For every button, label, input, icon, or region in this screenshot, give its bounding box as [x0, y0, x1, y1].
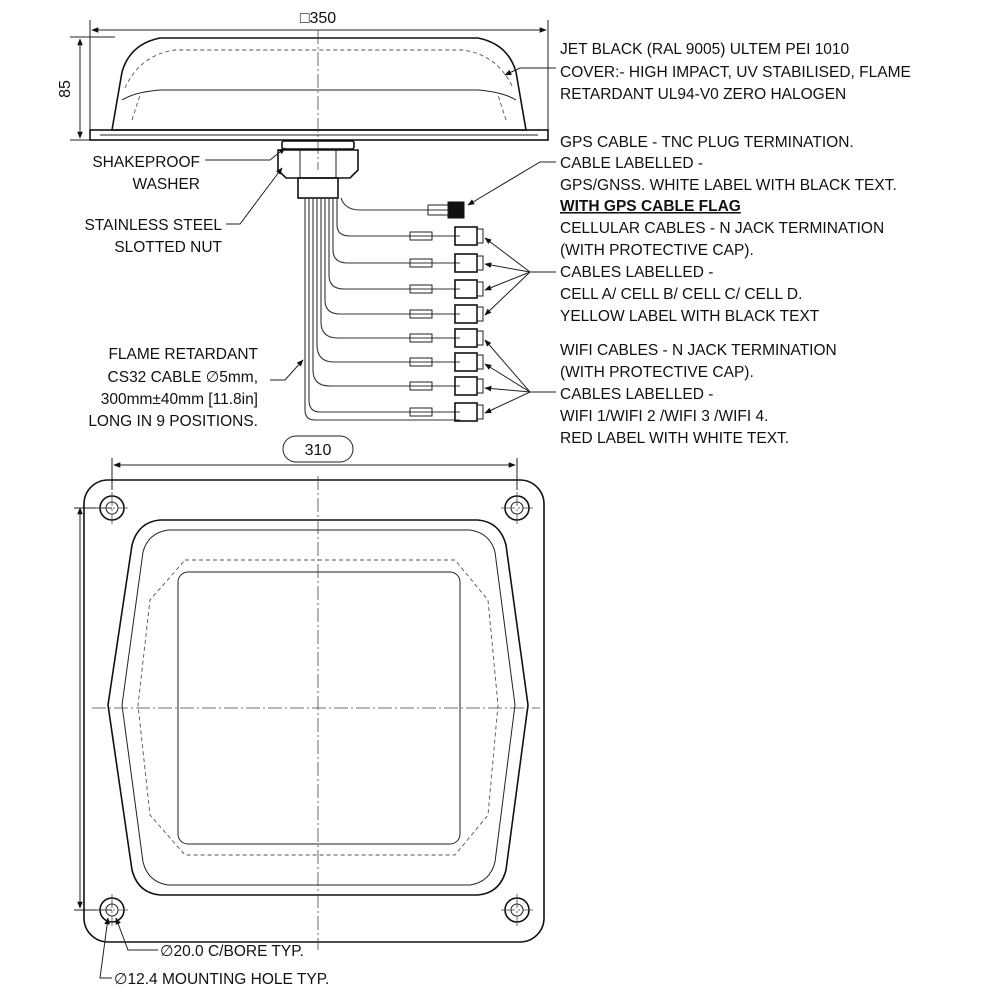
gps-text-4: WITH GPS CABLE FLAG — [560, 198, 741, 215]
cover-text-1: JET BLACK (RAL 9005) ULTEM PEI 1010 — [560, 41, 850, 58]
threaded-stem — [298, 178, 338, 198]
bore-leader — [116, 918, 158, 950]
washer-text-2: WASHER — [132, 176, 200, 193]
cable-text-4: LONG IN 9 POSITIONS. — [88, 413, 258, 430]
cover-text-2: COVER:- HIGH IMPACT, UV STABILISED, FLAME — [560, 64, 911, 81]
gps-text-3: GPS/GNSS. WHITE LABEL WITH BLACK TEXT. — [560, 177, 897, 194]
dim-width-label: □350 — [299, 10, 337, 27]
cell-text-2: (WITH PROTECTIVE CAP). — [560, 242, 754, 259]
cable-text-2: CS32 CABLE ∅5mm, — [107, 369, 258, 386]
radome-hidden-line — [125, 50, 513, 88]
cover-text-3: RETARDANT UL94-V0 ZERO HALOGEN — [560, 86, 847, 103]
mounting-hole-tr — [501, 492, 533, 524]
cell-text-4: CELL A/ CELL B/ CELL C/ CELL D. — [560, 286, 803, 303]
wifi-text-5: RED LABEL WITH WHITE TEXT. — [560, 430, 790, 447]
hole-leader — [100, 918, 112, 978]
gps-text-2: CABLE LABELLED - — [560, 155, 704, 172]
dim-height-label: 85 — [57, 80, 74, 98]
nut-text-2: SLOTTED NUT — [114, 239, 222, 256]
radome-cover — [112, 38, 526, 130]
hole-text: ∅12.4 MOUNTING HOLE TYP. — [114, 971, 330, 988]
plan-view — [74, 436, 544, 988]
dim-base-label: 310 — [304, 442, 332, 459]
nut-text-1: STAINLESS STEEL — [84, 217, 222, 234]
radome-plan-inner — [122, 530, 515, 885]
radome-inner-edge — [122, 90, 516, 100]
washer-text-1: SHAKEPROOF — [92, 154, 200, 171]
cell-text-5: YELLOW LABEL WITH BLACK TEXT — [560, 308, 820, 325]
radome-hidden-ribs — [132, 95, 506, 120]
wifi-text-3: CABLES LABELLED - — [560, 386, 714, 403]
wifi-text-1: WIFI CABLES - N JACK TERMINATION — [560, 342, 837, 359]
cell-text-1: CELLULAR CABLES - N JACK TERMINATION — [560, 220, 885, 237]
n-jack-connectors — [410, 227, 483, 421]
cable-text-3: 300mm±40mm [11.8in] — [100, 391, 258, 408]
callouts — [84, 41, 910, 447]
cable-text-1: FLAME RETARDANT — [108, 346, 258, 363]
mounting-hole-br — [501, 894, 533, 926]
wifi-text-4: WIFI 1/WIFI 2 /WIFI 3 /WIFI 4. — [560, 408, 769, 425]
wifi-text-2: (WITH PROTECTIVE CAP). — [560, 364, 754, 381]
cable-bundle — [305, 198, 460, 420]
base-plate-plan — [84, 480, 544, 942]
cell-text-3: CABLES LABELLED - — [560, 264, 714, 281]
gps-text-1: GPS CABLE - TNC PLUG TERMINATION. — [560, 134, 854, 151]
bore-text: ∅20.0 C/BORE TYP. — [160, 943, 304, 960]
